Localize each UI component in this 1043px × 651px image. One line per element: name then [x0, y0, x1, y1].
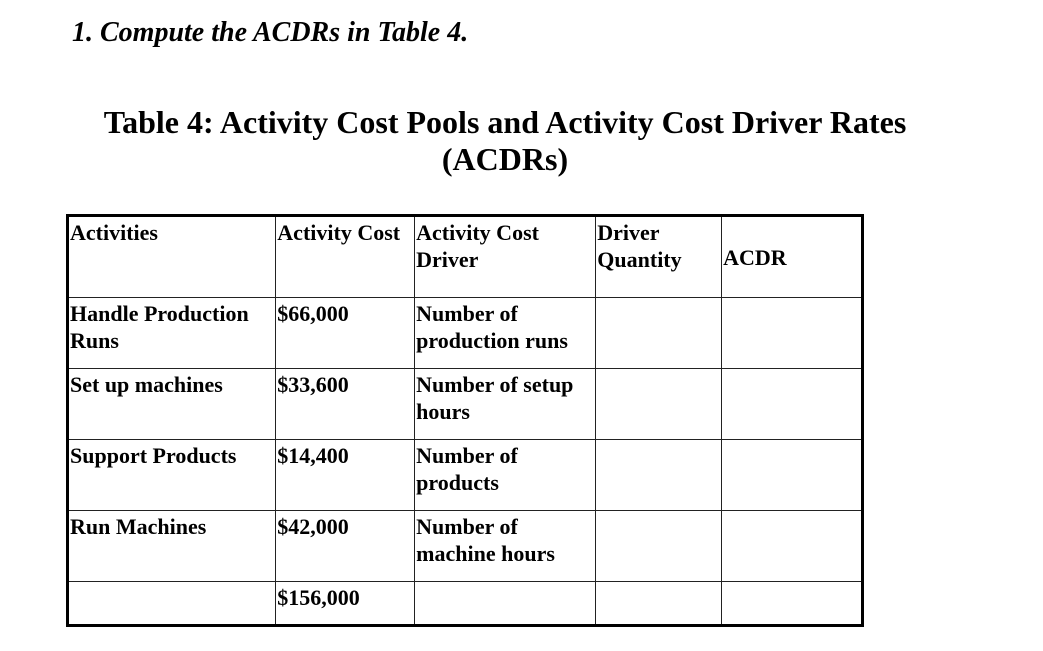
cost-driver-cell: Number of production runs — [415, 298, 596, 369]
cost-driver-cell: Number of products — [415, 440, 596, 511]
driver-quantity-cell[interactable] — [596, 298, 722, 369]
table-row — [68, 298, 863, 369]
table-row — [68, 369, 863, 440]
header-activity-cost: Activity Cost — [276, 216, 415, 298]
header-acdr: ACDR — [722, 216, 863, 298]
table-row — [68, 511, 863, 582]
acdr-cell[interactable] — [722, 511, 863, 582]
cost-driver-cell: Number of setup hours — [415, 369, 596, 440]
driver-quantity-cell[interactable] — [596, 440, 722, 511]
activity-cost-cell: $66,000 — [276, 298, 415, 369]
total-cost-cell: $156,000 — [276, 582, 415, 626]
question-text: 1. Compute the ACDRs in Table 4. — [72, 17, 469, 48]
acdr-cell[interactable] — [722, 298, 863, 369]
activity-cell: Handle Production Runs — [68, 298, 276, 369]
table-total-row — [68, 582, 863, 626]
header-activities: Activities — [68, 216, 276, 298]
header-driver-quantity: Driver Quantity — [596, 216, 722, 298]
header-activity-cost-driver: Activity Cost Driver — [415, 216, 596, 298]
table-title: Table 4: Activity Cost Pools and Activity Cost Driver Rates (ACDRs) — [103, 104, 907, 177]
table-row — [68, 440, 863, 511]
total-acdr-cell — [722, 582, 863, 626]
cost-driver-cell: Number of machine hours — [415, 511, 596, 582]
acdr-cell[interactable] — [722, 369, 863, 440]
total-driver-cell — [415, 582, 596, 626]
table-header-row — [68, 216, 863, 298]
activity-cost-cell: $33,600 — [276, 369, 415, 440]
driver-quantity-cell[interactable] — [596, 369, 722, 440]
activity-cost-table — [66, 214, 864, 627]
total-quantity-cell — [596, 582, 722, 626]
activity-cell: Set up machines — [68, 369, 276, 440]
activity-cost-cell: $42,000 — [276, 511, 415, 582]
driver-quantity-cell[interactable] — [596, 511, 722, 582]
activity-cell: Run Machines — [68, 511, 276, 582]
acdr-cell[interactable] — [722, 440, 863, 511]
activity-cost-cell: $14,400 — [276, 440, 415, 511]
total-label-cell — [68, 582, 276, 626]
activity-cell: Support Products — [68, 440, 276, 511]
